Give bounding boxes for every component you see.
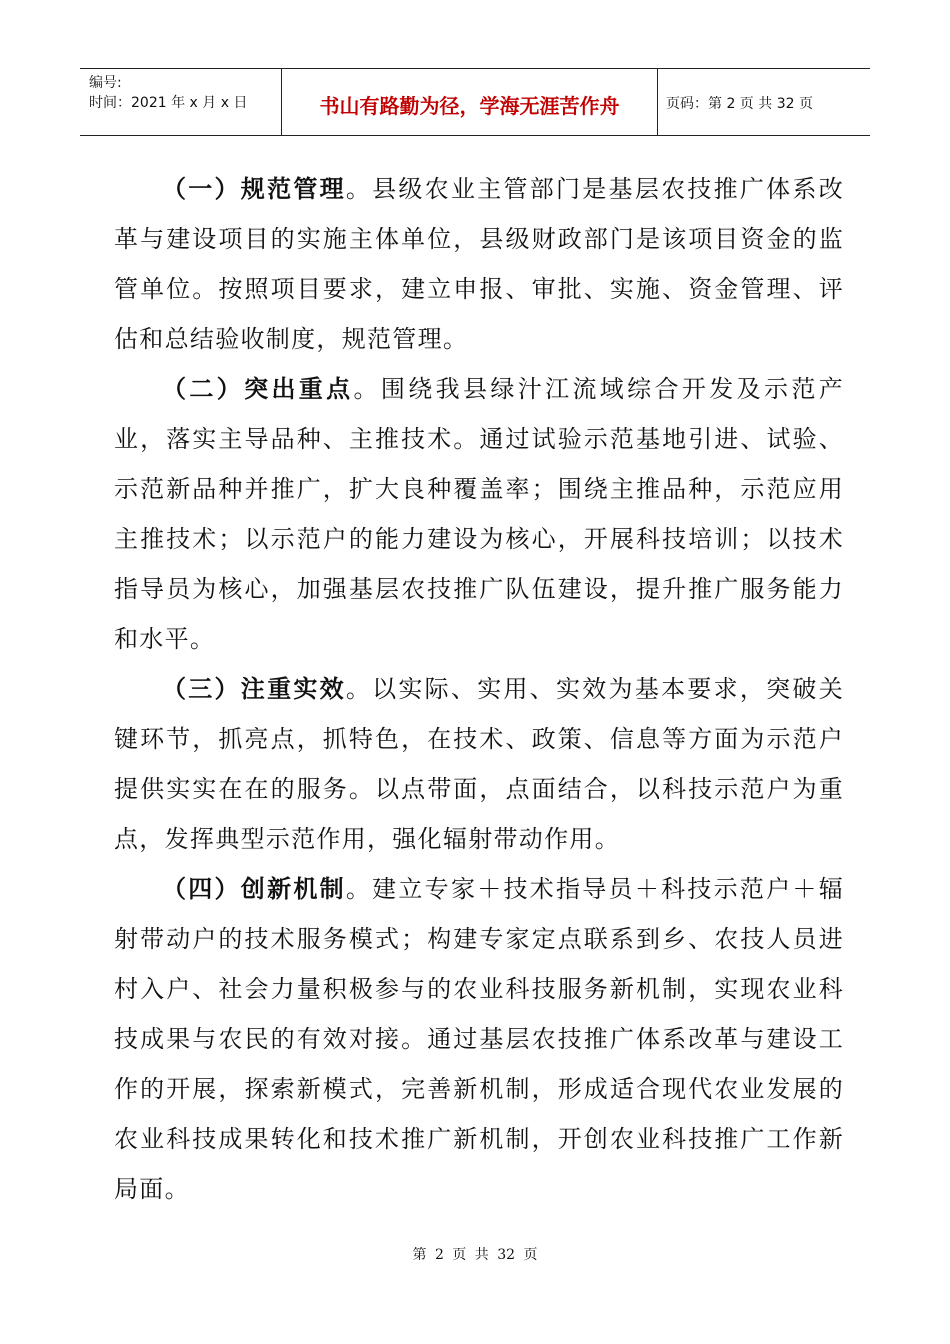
- paragraph-text: 。以实际、实用、实效为基本要求，突破关键环节，抓亮点，抓特色，在技术、政策、信息等方面为示范户提供实实在在的服务。以点带面，点面结合，以科技示范户为重点，发挥典型示范作用，强化辐射带动作用。: [114, 675, 844, 853]
- paragraph-heading: （三）注重实效: [162, 675, 346, 703]
- header-meta-cell: [80, 69, 282, 135]
- document-header: [80, 68, 870, 136]
- paragraph-heading: （四）创新机制: [162, 875, 346, 903]
- paragraph-text: 。建立专家＋技术指导员＋科技示范户＋辐射带动户的技术服务模式；构建专家定点联系到乡、农技人员进村入户、社会力量积极参与的农业科技服务新机制，实现农业科技成果与农民的有效对接。通过基层农技推广体系改革与建设工作的开展，探索新模式，完善新机制，形成适合现代农业发展的农业科技成果转化和技术推广新机制，开创农业科技推广工作新局面。: [114, 875, 844, 1203]
- paragraph-heading: （一）规范管理: [162, 175, 346, 203]
- paragraph-text: 。县级农业主管部门是基层农技推广体系改革与建设项目的实施主体单位，县级财政部门是该项目资金的监管单位。按照项目要求，建立申报、审批、实施、资金管理、评估和总结验收制度，规范管理。: [114, 175, 844, 353]
- header-motto: 书山有路勤为径，学海无涯苦作舟: [282, 69, 658, 135]
- paragraph-standardized-management: [114, 164, 844, 364]
- paragraph-text: 。围绕我县绿汁江流域综合开发及示范产业，落实主导品种、主推技术。通过试验示范基地引进、试验、示范新品种并推广，扩大良种覆盖率；围绕主推品种，示范应用主推技术；以示范户的能力建设为核心，开展科技培训；以技术指导员为核心，加强基层农技推广队伍建设，提升推广服务能力和水平。: [114, 375, 844, 653]
- paragraph-practical-effect: [114, 664, 844, 864]
- paragraph-heading: （二）突出重点: [162, 375, 354, 403]
- header-page-code: 页码：第 2 页 共 32 页: [666, 96, 813, 112]
- page-footer: 第 2 页 共 32 页: [412, 1247, 538, 1263]
- serial-label: 编号:: [89, 75, 122, 91]
- paragraph-key-focus: [114, 364, 844, 664]
- document-body: [114, 164, 844, 1214]
- paragraph-innovation-mechanism: [114, 864, 844, 1214]
- time-label: 时间：2021 年 x 月 x 日: [89, 95, 248, 111]
